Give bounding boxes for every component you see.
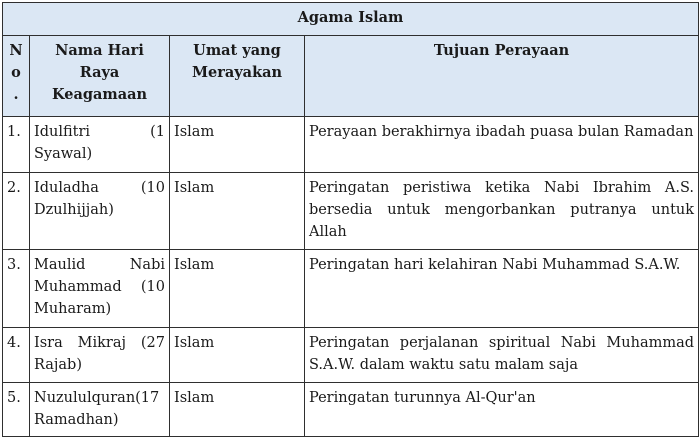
table-row [3,117,699,173]
table-title: Agama Islam [3,3,699,36]
row-number: 5. [3,383,30,437]
holiday-name: Iduladha (10 Dzulhijjah) [30,173,170,250]
holiday-umat: Islam [170,328,305,383]
holiday-umat: Islam [170,117,305,173]
column-header-no-char: N [9,42,23,59]
holiday-name: Idulfitri (1 Syawal) [30,117,170,173]
holiday-purpose: Peringatan peristiwa ketika Nabi Ibrahim A.S. bersedia untuk mengorbankan putranya untuk Allah [305,173,699,250]
table-title-row [3,3,699,36]
holiday-purpose: Peringatan perjalanan spiritual Nabi Muhammad S.A.W. dalam waktu satu malam saja [305,328,699,383]
holiday-umat: Islam [170,250,305,328]
holiday-purpose: Peringatan turunnya Al-Qur'an [305,383,699,437]
column-header-no-char: o [11,64,21,81]
table-row [3,250,699,328]
holiday-table [2,2,699,437]
header-row [3,36,699,117]
holiday-name: Maulid Nabi Muhammad (10 Muharam) [30,250,170,328]
column-header-no-char: . [13,86,19,103]
table-row [3,383,699,437]
holiday-purpose: Peringatan hari kelahiran Nabi Muhammad S.A.W. [305,250,699,328]
holiday-umat: Islam [170,173,305,250]
table-row [3,173,699,250]
column-header-purpose: Tujuan Perayaan [305,36,699,117]
column-header-no [3,36,30,117]
column-header-umat: Umat yang Merayakan [170,36,305,117]
table-row [3,328,699,383]
holiday-purpose: Perayaan berakhirnya ibadah puasa bulan Ramadan [305,117,699,173]
holiday-name: Nuzululquran(17 Ramadhan) [30,383,170,437]
row-number: 2. [3,173,30,250]
row-number: 1. [3,117,30,173]
row-number: 4. [3,328,30,383]
column-header-name: Nama Hari Raya Keagamaan [30,36,170,117]
holiday-name: Isra Mikraj (27 Rajab) [30,328,170,383]
holiday-umat: Islam [170,383,305,437]
row-number: 3. [3,250,30,328]
